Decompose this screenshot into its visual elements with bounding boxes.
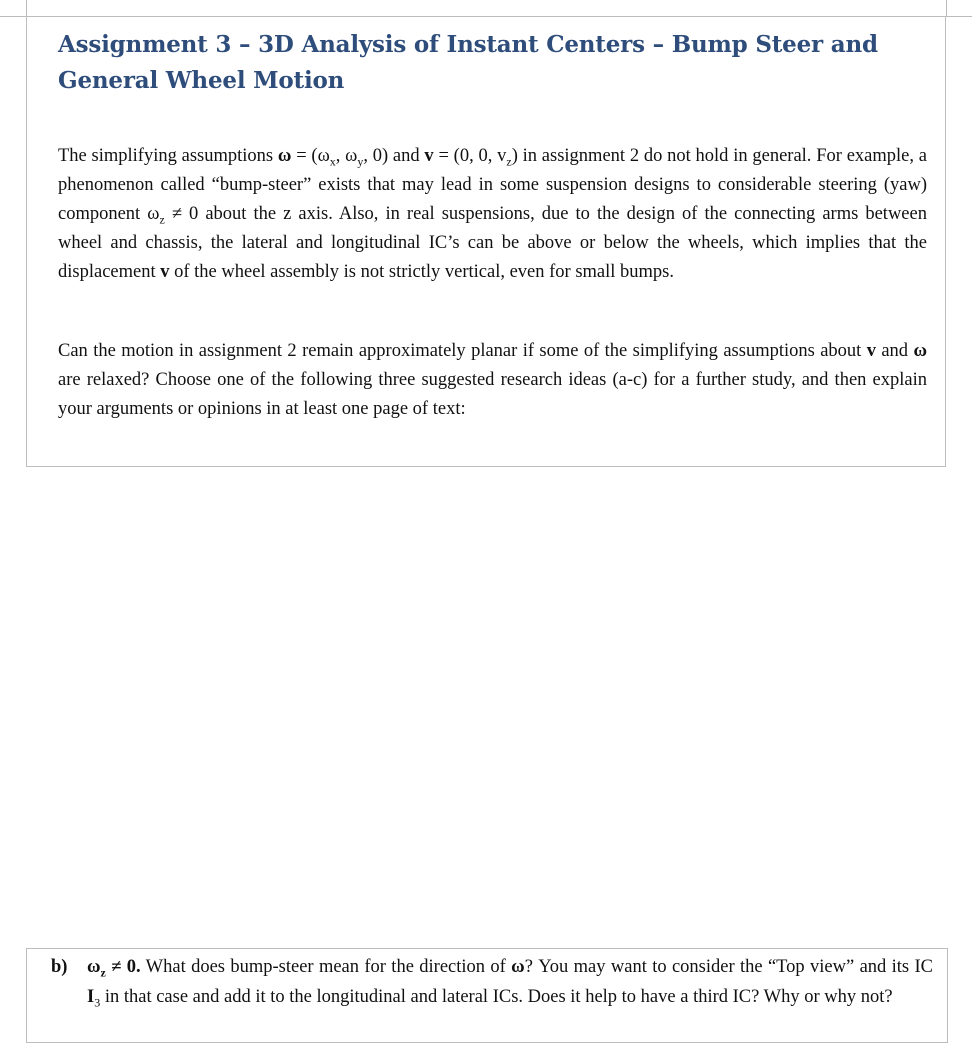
page-title: Assignment 3 – 3D Analysis of Instant Centers – Bump Steer and General Wheel Motion [58,31,878,94]
text-run: , ω [335,146,358,166]
v-symbol: v [160,262,170,282]
omega-symbol: ω [511,957,525,977]
text-run: , 0) and [363,146,425,166]
text-run: ? You may want to consider the “Top view” and its IC [524,957,933,977]
text-run: and [875,341,914,361]
assignment-section [26,16,946,467]
item-label: b) [51,957,68,977]
item-text [87,952,933,1012]
text-run: of the wheel assembly is not strictly vertical, even for small bumps. [169,262,675,282]
text-run: Can the motion in assignment 2 remain approximately planar if some of the simplifying assumptions about [58,341,867,361]
subscript: x [329,154,336,169]
text-run: are relaxed? Choose one of the following three suggested research ideas (a-c) for a further study, and then explain your arguments or opinions in at least one page of text: [58,370,927,419]
omega-symbol: ω [87,957,101,977]
v-symbol: v [424,146,434,166]
ic-symbol: I [87,987,95,1007]
question-paragraph [58,337,927,424]
text-run: in that case and add it to the longitudinal and lateral ICs. Does it help to have a third IC? Why or why not? [100,987,893,1007]
intro-paragraph [58,142,927,287]
text-run: The simplifying assumptions [58,146,278,166]
subscript: y [357,154,364,169]
text-run: = (ω [291,146,330,166]
text-run: = (0, 0, v [433,146,507,166]
omega-symbol: ω [913,341,927,361]
research-item-b [26,948,948,1043]
page-left-guide [26,0,27,16]
text-run: ) in assignment 2 do not hold in general. For example, a phenomenon called “bump-steer” exists that may lead in some suspension designs to considerable steering (yaw) component ω [58,146,927,224]
subscript: 3 [94,995,101,1010]
subscript: z [100,965,106,980]
v-symbol: v [866,341,876,361]
text-run: ≠ 0 about the z axis. Also, in real suspensions, due to the design of the connecting arms between wheel and chassis, the lateral and longitudinal IC’s can be above or below the wheels, which implies that the displacement [58,204,927,282]
omega-symbol: ω [277,146,292,166]
subscript: z [506,154,512,169]
subscript: z [159,212,165,227]
neq-zero: ≠ 0. [105,957,141,977]
page-right-guide [946,0,947,16]
text-run: What does bump-steer mean for the direction of [140,957,512,977]
